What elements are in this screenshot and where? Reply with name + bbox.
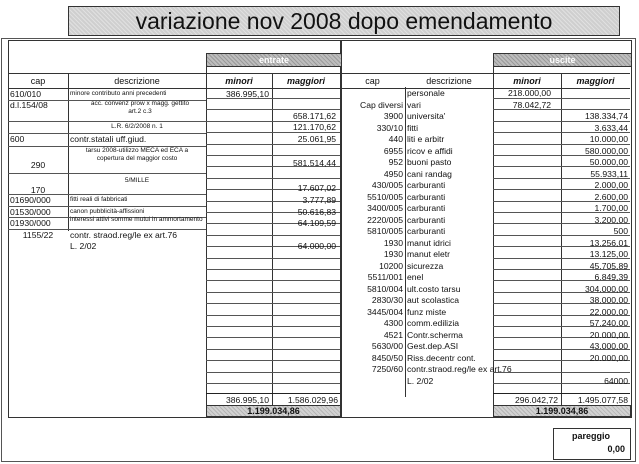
entrate-row-3-maggiori: 121.170,62	[292, 122, 336, 132]
uscite-row-maggiori: 45.705,89	[589, 261, 628, 271]
grid-line	[206, 349, 340, 350]
pareggio-value: 0,00	[607, 444, 625, 454]
uscite-header: uscite	[493, 53, 632, 67]
uscite-row-descrizione: carburanti	[407, 226, 446, 236]
uscite-row-cap: 430/005	[371, 180, 403, 190]
entrate-total-line	[206, 393, 340, 394]
entrate-row-5-maggiori: 581.514,44	[292, 158, 336, 168]
uscite-row-cap: 440	[388, 134, 403, 144]
uscite-row-minori: 78.042,72	[512, 100, 551, 110]
grid-line	[206, 235, 340, 236]
uscite-row-minori: 218.000,00	[507, 88, 551, 98]
entrate-row-9-descrizione: interessi attivi somme mutui in ammortamento	[70, 216, 203, 223]
entrate-total-maggiori: 1.586.029,96	[287, 395, 338, 405]
uscite-row-descrizione: funz miste	[407, 307, 447, 317]
uscite-row-descrizione: sicurezza	[407, 261, 444, 271]
uscite-row-descrizione: manut eletr	[407, 249, 450, 259]
uscite-row-maggiori: 304.000,00	[584, 284, 628, 294]
entrate-row-7-cap: 01690/000	[10, 195, 51, 205]
uscite-row-cap: 7250/60	[371, 364, 403, 374]
uscite-row-maggiori: 22.000,00	[589, 307, 628, 317]
uscite-row-maggiori: 1.700,00	[594, 203, 628, 213]
entrate-row-11-maggiori: 64.000,00	[297, 241, 336, 251]
entrate-col-cap: cap	[8, 73, 68, 89]
entrate-col-descrizione: descrizione	[68, 73, 206, 89]
uscite-row-descrizione: buoni pasto	[407, 157, 452, 167]
uscite-total-maggiori: 1.495.077,58	[577, 395, 628, 405]
uscite-row-cap: 4521	[383, 330, 403, 340]
uscite-row-maggiori: 20.000,00	[589, 330, 628, 340]
grid-line	[206, 258, 340, 259]
entrate-row-2-cap: d.l.154/08	[10, 100, 48, 110]
entrate-row-9-maggiori: 64.109,59	[297, 218, 336, 228]
uscite-row-cap: 5810/004	[367, 284, 403, 294]
pareggio-label: pareggio	[571, 431, 610, 441]
grid-line	[206, 315, 340, 316]
grid-line	[206, 269, 340, 270]
grid-line	[206, 292, 340, 293]
grid-line	[206, 280, 340, 281]
uscite-col-minori: minori	[493, 73, 561, 89]
uscite-row-descrizione: carburanti	[407, 192, 446, 202]
grid-line	[206, 337, 340, 338]
uscite-row-maggiori: 138.334,74	[584, 111, 628, 121]
uscite-row-maggiori: 10.000,00	[589, 134, 628, 144]
entrate-row-6-descrizione: 5/MILLE	[124, 177, 150, 184]
uscite-row-cap: 6955	[383, 146, 403, 156]
uscite-row-descrizione: fitti	[407, 123, 418, 133]
uscite-row-maggiori: 13.125,00	[589, 249, 628, 259]
grid-line	[206, 383, 340, 384]
uscite-row-cap: 5810/005	[367, 226, 403, 236]
entrate-row-7-descrizione: fitti reali di fabbricati	[70, 196, 128, 203]
uscite-total-line	[493, 393, 630, 394]
entrate-row-1-descrizione: minore contributo anni precedenti	[70, 90, 167, 97]
uscite-row-cap: 4950	[383, 169, 403, 179]
entrate-row-10-cap: 1155/22	[22, 230, 54, 240]
uscite-col-maggiori: maggiori	[561, 73, 630, 89]
entrate-row-1-cap: 610/010	[10, 89, 42, 99]
entrate-row-2-descrizione: acc. convenz prow x magg. gettito art.2 c.3	[90, 100, 190, 115]
entrate-col-minori: minori	[206, 73, 272, 89]
uscite-row-descrizione: comm.edilizia	[407, 318, 460, 328]
grid-line	[206, 109, 340, 110]
uscite-row-descrizione: contr.straod.reg/le ex art.76	[407, 364, 512, 374]
uscite-row-descrizione: carburanti	[407, 180, 446, 190]
entrate-row-4-descrizione: contr.statali uff.giud.	[70, 134, 147, 144]
uscite-row-cap: 2220/005	[367, 215, 403, 225]
col-divider	[405, 87, 406, 397]
grid-line	[206, 360, 340, 361]
uscite-row-maggiori: 20.000,00	[589, 353, 628, 363]
uscite-row-cap: 952	[388, 157, 403, 167]
uscite-row-maggiori: 50.000,00	[589, 157, 628, 167]
uscite-col-descrizione: descrizione	[405, 73, 493, 89]
entrate-row-8-descrizione: canon pubblicità-affissioni	[70, 208, 145, 215]
entrate-row-5-descrizione: tarsu 2008-utilizzo MECA ed ECA a copertura del maggior costo	[85, 147, 189, 162]
uscite-row-descrizione: manut idrici	[407, 238, 451, 248]
uscite-row-cap: 5630/00	[371, 341, 403, 351]
grid-line	[206, 144, 340, 145]
entrate-row-6-maggiori: 17.607,02	[297, 183, 336, 193]
uscite-row-descrizione: vari	[407, 100, 421, 110]
page-title: variazione nov 2008 dopo emendamento	[68, 6, 620, 36]
entrate-row-5-cap: 290	[30, 160, 46, 170]
grid-line	[493, 121, 630, 122]
entrate-row-8-maggiori: 50.616,83	[297, 207, 336, 217]
grid-line	[8, 173, 206, 174]
uscite-row-maggiori: 55.933,11	[590, 169, 628, 179]
uscite-row-cap: 1930	[383, 249, 403, 259]
uscite-total-minori: 296.042,72	[514, 395, 558, 405]
uscite-row-descrizione: Contr.scherma	[407, 330, 463, 340]
uscite-row-cap: 10200	[379, 261, 403, 271]
uscite-row-descrizione: Riss.decentr cont.	[407, 353, 476, 363]
uscite-row-cap: 5511/001	[367, 272, 403, 282]
col-divider	[68, 73, 69, 231]
uscite-row-maggiori: 2.000,00	[594, 180, 628, 190]
uscite-row-descrizione: L. 2/02	[407, 376, 434, 386]
entrate-row-9-cap: 01930/000	[10, 218, 51, 228]
uscite-row-cap: 3400/005	[367, 203, 403, 213]
uscite-row-maggiori: 43.000,00	[589, 341, 628, 351]
entrate-header: entrate	[206, 53, 342, 67]
uscite-row-cap: 3900	[383, 111, 403, 121]
uscite-row-maggiori: 500	[613, 226, 628, 236]
grid-line	[206, 326, 340, 327]
entrate-grand-total: 1.199.034,86	[206, 405, 341, 417]
grid-line	[206, 372, 340, 373]
uscite-row-descrizione: personale	[407, 88, 445, 98]
entrate-total-minori: 386.995,10	[225, 395, 269, 405]
entrate-row-3-descrizione: L.R. 6/2/2008 n. 1	[111, 123, 163, 130]
entrate-row-4-cap: 600	[10, 134, 25, 144]
uscite-row-maggiori: 6.849,39	[594, 272, 628, 282]
grid-line	[206, 178, 340, 179]
entrate-row-8-cap: 01530/000	[10, 207, 51, 217]
uscite-row-maggiori: 13.256,01	[589, 238, 628, 248]
uscite-row-descrizione: ult.costo tarsu	[407, 284, 461, 294]
grid-line	[206, 132, 340, 133]
entrate-row-1-minori: 386.995,10	[225, 89, 269, 99]
entrate-row-11-descrizione: L. 2/02	[70, 241, 97, 251]
uscite-row-cap: 330/10	[376, 123, 403, 133]
uscite-row-descrizione: carburanti	[407, 203, 446, 213]
uscite-row-cap: 4300	[383, 318, 403, 328]
grid-line	[493, 144, 630, 145]
entrate-row-4-maggiori: 25.061,95	[297, 134, 336, 144]
uscite-row-maggiori: 3.200,00	[594, 215, 628, 225]
entrate-row-7-maggiori: 3.777,89	[302, 195, 336, 205]
uscite-row-cap: 1930	[383, 238, 403, 248]
uscite-row-maggiori: 57.240,00	[589, 318, 628, 328]
entrate-row-6-cap: 170	[30, 185, 46, 195]
uscite-row-cap: 8450/50	[371, 353, 403, 363]
uscite-row-descrizione: cani randag	[407, 169, 452, 179]
uscite-row-descrizione: enel	[407, 272, 424, 282]
entrate-col-maggiori: maggiori	[272, 73, 340, 89]
grid-line	[8, 121, 206, 122]
uscite-col-cap: cap	[340, 73, 405, 89]
uscite-row-cap: 2830/30	[371, 295, 403, 305]
uscite-row-maggiori: 2.600,00	[594, 192, 628, 202]
uscite-row-descrizione: universita'	[407, 111, 446, 121]
uscite-row-cap: Cap diversi	[360, 100, 403, 110]
uscite-row-maggiori: 64000	[604, 376, 628, 386]
grid-line	[206, 155, 340, 156]
uscite-grand-total: 1.199.034,86	[493, 405, 631, 417]
entrate-row-2-maggiori: 658.171,62	[292, 111, 336, 121]
grid-line	[206, 303, 340, 304]
uscite-row-descrizione: liti e arbitr	[407, 134, 445, 144]
uscite-row-cap: 3445/004	[367, 307, 403, 317]
uscite-row-cap: 5510/005	[367, 192, 403, 202]
uscite-row-maggiori: 38.000,00	[589, 295, 628, 305]
uscite-row-maggiori: 580.000,00	[584, 146, 628, 156]
uscite-row-maggiori: 3.633,44	[594, 123, 628, 133]
entrate-row-10-descrizione: contr. straod.reg/le ex art.76	[70, 230, 178, 240]
uscite-row-descrizione: ricov e affidi	[407, 146, 453, 156]
uscite-row-descrizione: carburanti	[407, 215, 446, 225]
uscite-row-descrizione: aut scolastica	[407, 295, 460, 305]
grid-line	[493, 98, 630, 99]
uscite-row-descrizione: Gest.dep.ASI	[407, 341, 459, 351]
